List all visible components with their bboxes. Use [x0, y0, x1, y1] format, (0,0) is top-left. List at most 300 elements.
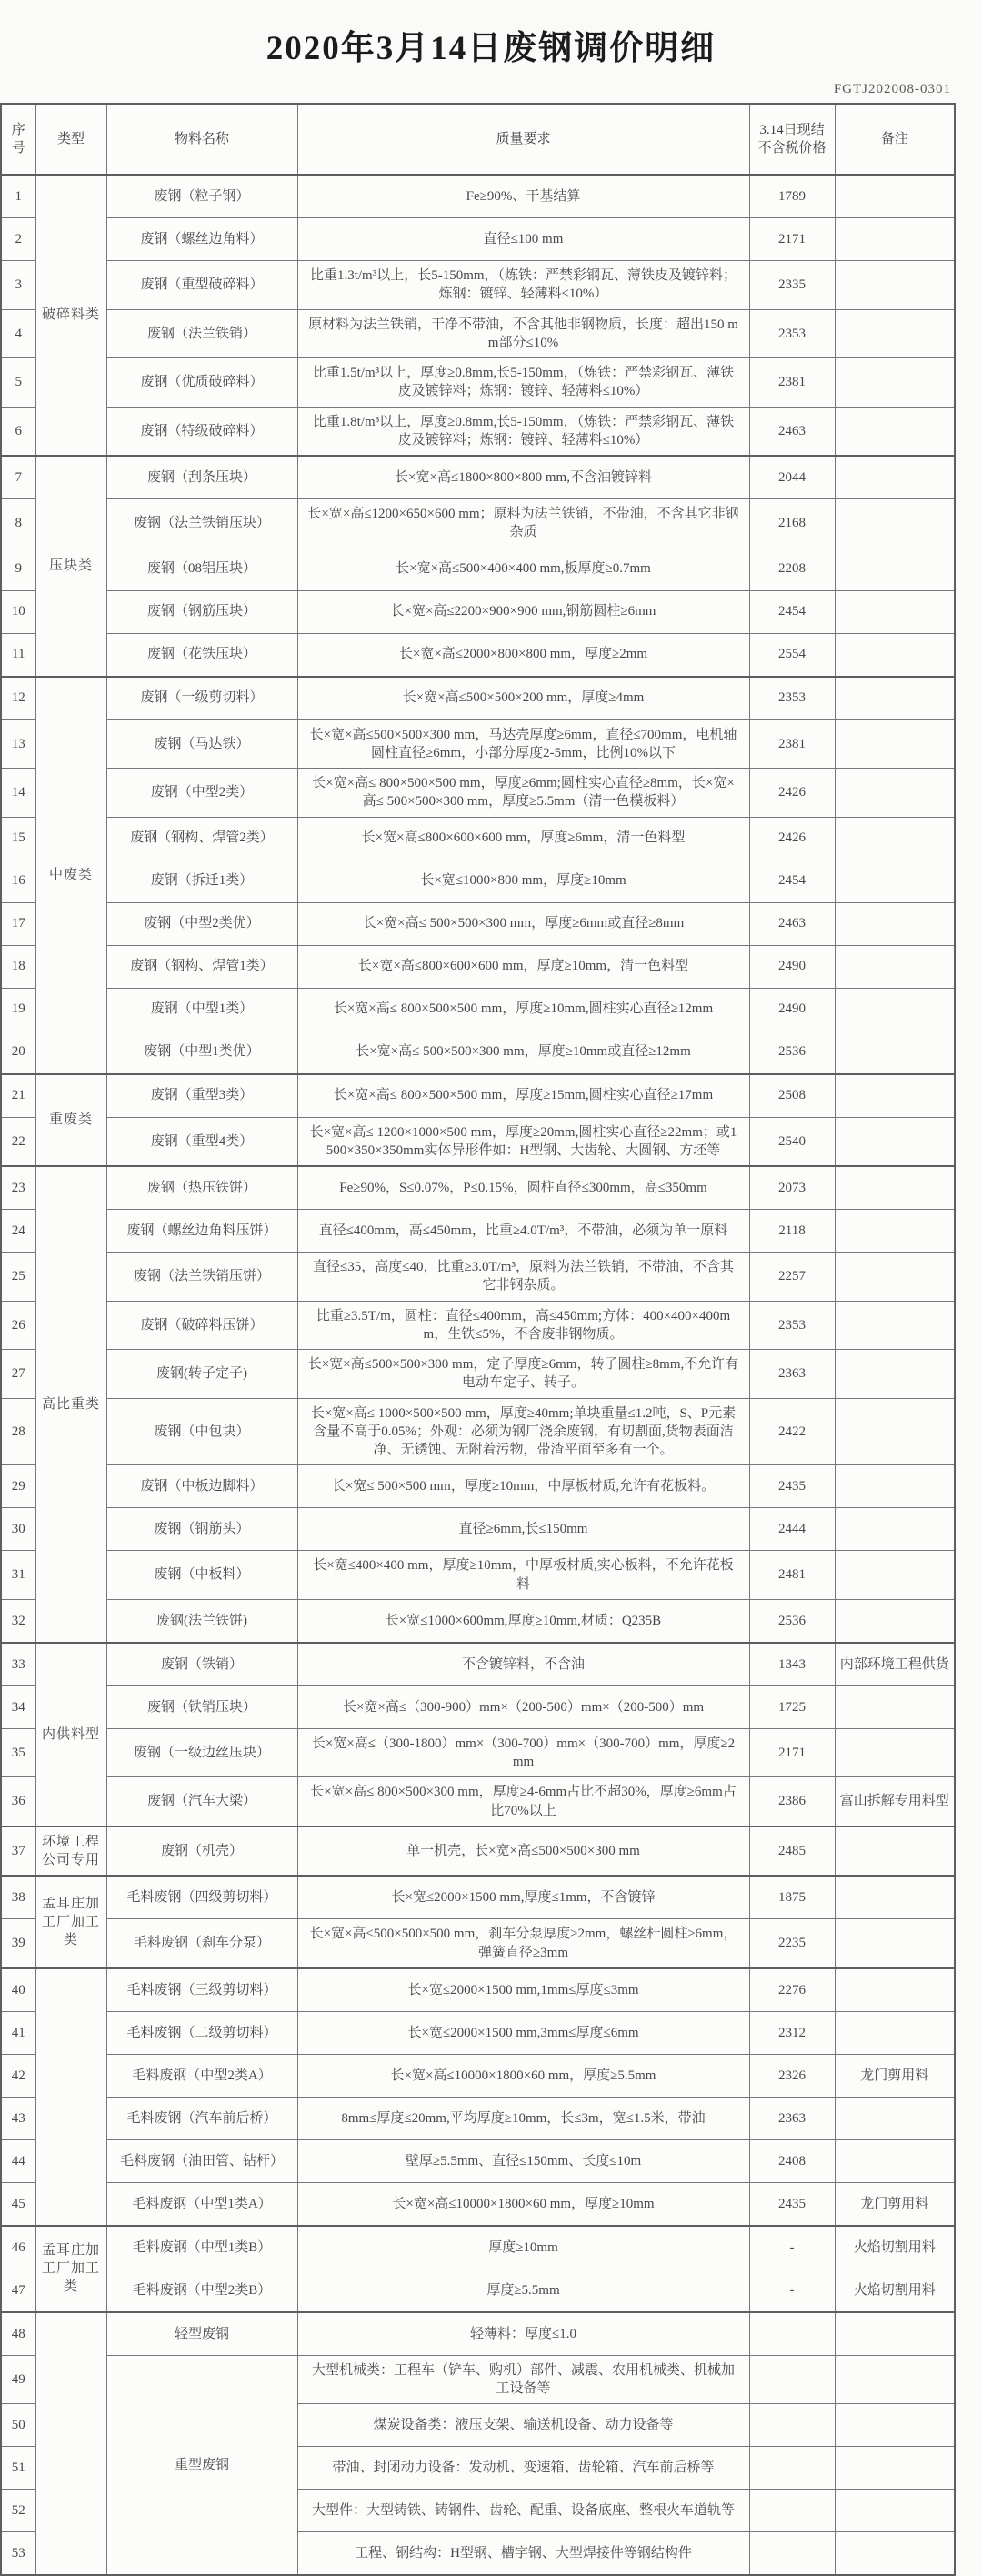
header-remark: 备注: [835, 104, 955, 175]
table-row: [1, 1551, 955, 1600]
material-cell: 重型废钢: [106, 2355, 297, 2575]
table-row: [1, 456, 955, 499]
table-row: [1, 1166, 955, 1210]
quality-cell: 壁厚≥5.5mm、直径≤150mm、长度≤10m: [297, 2139, 749, 2182]
material-cell: 废钢（花铁压块）: [106, 633, 297, 677]
table-row: [1, 2312, 955, 2356]
price-cell: 2554: [749, 633, 835, 677]
price-cell: 2353: [749, 309, 835, 358]
row-no-cell: 43: [1, 2097, 35, 2139]
type-cell: 破碎料类: [35, 175, 106, 456]
type-cell: 孟耳庄加工厂加工类: [35, 1876, 106, 1968]
quality-cell: 比重1.3t/m³以上，长5-150mm，（炼铁：严禁彩钢瓦、薄铁皮及镀锌料；炼钢：镀锌、轻薄料≤10%）: [297, 261, 749, 310]
row-no-cell: 4: [1, 309, 35, 358]
quality-cell: 厚度≥10mm: [297, 2226, 749, 2269]
table-row: [1, 2054, 955, 2097]
remark-cell: 富山拆解专用料型: [835, 1777, 955, 1826]
quality-cell: 长×宽×高≤1200×650×600 mm；原料为法兰铁销，不带油，不含其它非钢杂质: [297, 499, 749, 548]
quality-cell: 长×宽≤ 500×500 mm，厚度≥10mm，中厚板材质,允许有花板料。: [297, 1465, 749, 1508]
quality-cell: Fe≥90%、干基结算: [297, 175, 749, 218]
table-row: [1, 1210, 955, 1253]
material-cell: 废钢（中包块）: [106, 1398, 297, 1465]
material-cell: 废钢（钢筋头）: [106, 1508, 297, 1551]
material-cell: 废钢(转子定子): [106, 1350, 297, 1399]
price-cell: 2235: [749, 1919, 835, 1968]
row-no-cell: 34: [1, 1685, 35, 1728]
table-row: [1, 590, 955, 633]
table-row: [1, 309, 955, 358]
row-no-cell: 38: [1, 1876, 35, 1919]
row-no-cell: 51: [1, 2447, 35, 2490]
remark-cell: [835, 1074, 955, 1118]
table-row: [1, 1876, 955, 1919]
row-no-cell: 20: [1, 1031, 35, 1074]
row-no-cell: 1: [1, 175, 35, 218]
price-cell: 2276: [749, 1968, 835, 2012]
type-cell: 压块类: [35, 456, 106, 677]
price-cell: [749, 2532, 835, 2576]
quality-cell: 工程、钢结构：H型钢、槽字钢、大型焊接件等钢结构件: [297, 2532, 749, 2576]
row-no-cell: 6: [1, 407, 35, 456]
remark-cell: [835, 499, 955, 548]
quality-cell: 大型机械类：工程车（铲车、购机）部件、减震、农用机械类、机械加工设备等: [297, 2355, 749, 2404]
material-cell: 废钢（重型破碎料）: [106, 261, 297, 310]
remark-cell: [835, 2312, 955, 2356]
price-cell: 2171: [749, 218, 835, 261]
table-row: [1, 2097, 955, 2139]
price-cell: 2386: [749, 1777, 835, 1826]
remark-cell: [835, 2532, 955, 2576]
quality-cell: 长×宽×高≤2000×800×800 mm，厚度≥2mm: [297, 633, 749, 677]
row-no-cell: 3: [1, 261, 35, 310]
header-quality: 质量要求: [297, 104, 749, 175]
remark-cell: [835, 719, 955, 769]
price-cell: 2426: [749, 769, 835, 818]
price-cell: 2381: [749, 719, 835, 769]
row-no-cell: 5: [1, 358, 35, 408]
remark-cell: [835, 407, 955, 456]
quality-cell: 长×宽×高≤800×600×600 mm，厚度≥6mm，清一色料型: [297, 817, 749, 860]
quality-cell: 大型件：大型铸铁、铸钢件、齿轮、配重、设备底座、整根火车道轨等: [297, 2490, 749, 2532]
material-cell: 废钢(法兰铁饼): [106, 1599, 297, 1643]
material-cell: 废钢（中型2类优）: [106, 902, 297, 945]
row-no-cell: 8: [1, 499, 35, 548]
price-cell: 2335: [749, 261, 835, 310]
row-no-cell: 40: [1, 1968, 35, 2012]
type-cell: 孟耳庄加工厂加工类: [35, 2226, 106, 2312]
price-cell: 2257: [749, 1253, 835, 1302]
material-cell: 毛料废钢（三级剪切料）: [106, 1968, 297, 2012]
remark-cell: [835, 1876, 955, 1919]
price-cell: 2435: [749, 2182, 835, 2226]
row-no-cell: 42: [1, 2054, 35, 2097]
material-cell: 废钢（一级边丝压块）: [106, 1728, 297, 1777]
remark-cell: [835, 358, 955, 408]
row-no-cell: 53: [1, 2532, 35, 2576]
material-cell: 废钢（优质破碎料）: [106, 358, 297, 408]
remark-cell: [835, 1826, 955, 1877]
table-row: [1, 261, 955, 310]
price-cell: 2540: [749, 1117, 835, 1166]
material-cell: 废钢（汽车大梁）: [106, 1777, 297, 1826]
scrap-steel-price-table: [0, 103, 956, 2576]
remark-cell: [835, 1599, 955, 1643]
remark-cell: [835, 2097, 955, 2139]
quality-cell: Fe≥90%，S≤0.07%，P≤0.15%，圆柱直径≤300mm，高≤350mm: [297, 1166, 749, 1210]
type-cell: 重废类: [35, 1074, 106, 1167]
quality-cell: 长×宽≤2000×1500 mm,厚度≤1mm，不含镀锌: [297, 1876, 749, 1919]
material-cell: 废钢（08铝压块）: [106, 548, 297, 590]
price-cell: 1343: [749, 1643, 835, 1686]
material-cell: 废钢（铁销压块）: [106, 1685, 297, 1728]
remark-cell: [835, 769, 955, 818]
table-row: [1, 548, 955, 590]
remark-cell: [835, 218, 955, 261]
remark-cell: [835, 988, 955, 1031]
row-no-cell: 23: [1, 1166, 35, 1210]
remark-cell: 火焰切割用料: [835, 2226, 955, 2269]
remark-cell: [835, 1968, 955, 2012]
table-row: [1, 902, 955, 945]
price-cell: 1789: [749, 175, 835, 218]
row-no-cell: 32: [1, 1599, 35, 1643]
material-cell: 废钢（粒子钢）: [106, 175, 297, 218]
price-cell: 2536: [749, 1031, 835, 1074]
quality-cell: 长×宽×高≤ 800×500×500 mm，厚度≥6mm;圆柱实心直径≥8mm，长×宽×高≤ 500×500×300 mm，厚度≥5.5mm（清一色模板料）: [297, 769, 749, 818]
material-cell: 废钢（法兰铁销压块）: [106, 499, 297, 548]
table-row: [1, 1074, 955, 1118]
quality-cell: 长×宽×高≤10000×1800×60 mm，厚度≥10mm: [297, 2182, 749, 2226]
quality-cell: 长×宽≤400×400 mm，厚度≥10mm，中厚板材质,实心板料，不允许花板料: [297, 1551, 749, 1600]
price-cell: 2536: [749, 1599, 835, 1643]
remark-cell: [835, 860, 955, 902]
table-row: [1, 1465, 955, 1508]
material-cell: 毛料废钢（中型2类A）: [106, 2054, 297, 2097]
remark-cell: [835, 175, 955, 218]
material-cell: 废钢（螺丝边角料压饼）: [106, 1210, 297, 1253]
price-cell: 2044: [749, 456, 835, 499]
table-row: [1, 1777, 955, 1826]
price-cell: [749, 2490, 835, 2532]
price-cell: 2490: [749, 988, 835, 1031]
quality-cell: 长×宽×高≤（300-900）mm×（200-500）mm×（200-500）mm: [297, 1685, 749, 1728]
row-no-cell: 26: [1, 1301, 35, 1350]
price-cell: [749, 2355, 835, 2404]
quality-cell: 长×宽×高≤2200×900×900 mm,钢筋圆柱≥6mm: [297, 590, 749, 633]
row-no-cell: 15: [1, 817, 35, 860]
price-cell: 1725: [749, 1685, 835, 1728]
table-row: [1, 945, 955, 988]
remark-cell: [835, 1551, 955, 1600]
price-cell: [749, 2312, 835, 2356]
row-no-cell: 50: [1, 2404, 35, 2447]
table-row: [1, 1826, 955, 1877]
page-title: 2020年3月14日废钢调价明细: [266, 30, 716, 67]
remark-cell: [835, 1117, 955, 1166]
remark-cell: [835, 2404, 955, 2447]
table-row: [1, 1031, 955, 1074]
remark-cell: [835, 548, 955, 590]
row-no-cell: 13: [1, 719, 35, 769]
table-row: [1, 175, 955, 218]
price-cell: 2353: [749, 1301, 835, 1350]
remark-cell: [835, 2011, 955, 2054]
remark-cell: [835, 902, 955, 945]
price-cell: 2168: [749, 499, 835, 548]
table-row: [1, 1685, 955, 1728]
row-no-cell: 7: [1, 456, 35, 499]
quality-cell: 长×宽×高≤ 500×500×300 mm，厚度≥6mm或直径≥8mm: [297, 902, 749, 945]
price-cell: 2508: [749, 1074, 835, 1118]
table-row: [1, 988, 955, 1031]
table-row: [1, 817, 955, 860]
remark-cell: 龙门剪用料: [835, 2182, 955, 2226]
row-no-cell: 31: [1, 1551, 35, 1600]
type-cell: 环境工程公司专用: [35, 1826, 106, 1877]
material-cell: 废钢（钢构、焊管2类）: [106, 817, 297, 860]
remark-cell: [835, 945, 955, 988]
price-cell: 2422: [749, 1398, 835, 1465]
remark-cell: [835, 1301, 955, 1350]
row-no-cell: 27: [1, 1350, 35, 1399]
price-cell: 2312: [749, 2011, 835, 2054]
remark-cell: 龙门剪用料: [835, 2054, 955, 2097]
remark-cell: [835, 1253, 955, 1302]
price-cell: 2171: [749, 1728, 835, 1777]
quality-cell: 长×宽×高≤ 1200×1000×500 mm，厚度≥20mm,圆柱实心直径≥22mm；或1500×350×350mm实体异形件如：H型钢、大齿轮、大圆钢、方坯等: [297, 1117, 749, 1166]
price-cell: 2408: [749, 2139, 835, 2182]
remark-cell: [835, 817, 955, 860]
price-table-body: [1, 175, 955, 2575]
price-cell: 2435: [749, 1465, 835, 1508]
material-cell: 废钢（中板边脚料）: [106, 1465, 297, 1508]
row-no-cell: 49: [1, 2355, 35, 2404]
row-no-cell: 44: [1, 2139, 35, 2182]
row-no-cell: 47: [1, 2269, 35, 2312]
quality-cell: 长×宽×高≤ 800×500×300 mm，厚度≥4-6mm占比不超30%，厚度≥6mm占比70%以上: [297, 1777, 749, 1826]
price-cell: 2381: [749, 358, 835, 408]
quality-cell: 比重≥3.5T/m，圆柱：直径≤400mm，高≤450mm;方体：400×400×400mm，生铁≤5%，不含废非钢物质。: [297, 1301, 749, 1350]
price-cell: 2454: [749, 590, 835, 633]
quality-cell: 长×宽≤2000×1500 mm,3mm≤厚度≤6mm: [297, 2011, 749, 2054]
row-no-cell: 9: [1, 548, 35, 590]
material-cell: 废钢（重型3类）: [106, 1074, 297, 1118]
price-cell: 2326: [749, 2054, 835, 2097]
remark-cell: [835, 2139, 955, 2182]
material-cell: 毛料废钢（四级剪切料）: [106, 1876, 297, 1919]
remark-cell: [835, 2490, 955, 2532]
quality-cell: 原材料为法兰铁销，干净不带油，不含其他非钢物质，长度：超出150 mm部分≤10%: [297, 309, 749, 358]
table-header-row: [1, 104, 955, 175]
type-cell: 中废类: [35, 677, 106, 1074]
price-cell: 2444: [749, 1508, 835, 1551]
material-cell: 废钢（法兰铁销压饼）: [106, 1253, 297, 1302]
header-price: 3.14日现结不含税价格: [749, 104, 835, 175]
quality-cell: 长×宽×高≤1800×800×800 mm,不含油镀锌料: [297, 456, 749, 499]
table-row: [1, 1301, 955, 1350]
price-cell: 2463: [749, 902, 835, 945]
table-row: [1, 860, 955, 902]
quality-cell: 长×宽×高≤（300-1800）mm×（300-700）mm×（300-700）mm，厚度≥2mm: [297, 1728, 749, 1777]
price-cell: [749, 2447, 835, 2490]
remark-cell: [835, 1398, 955, 1465]
remark-cell: [835, 2447, 955, 2490]
row-no-cell: 19: [1, 988, 35, 1031]
material-cell: 废钢（拆迁1类）: [106, 860, 297, 902]
material-cell: 废钢（刮条压块）: [106, 456, 297, 499]
price-cell: 2208: [749, 548, 835, 590]
row-no-cell: 12: [1, 677, 35, 720]
material-cell: 废钢（中型2类）: [106, 769, 297, 818]
row-no-cell: 37: [1, 1826, 35, 1877]
row-no-cell: 2: [1, 218, 35, 261]
price-cell: [749, 2404, 835, 2447]
type-cell: [35, 1968, 106, 2226]
material-cell: 废钢（一级剪切料）: [106, 677, 297, 720]
type-cell: 内供料型: [35, 1643, 106, 1826]
table-row: [1, 1117, 955, 1166]
remark-cell: [835, 1210, 955, 1253]
type-cell: [35, 2312, 106, 2576]
price-cell: 2353: [749, 677, 835, 720]
document-code: FGTJ202008-0301: [833, 82, 951, 96]
row-no-cell: 41: [1, 2011, 35, 2054]
material-cell: 废钢（破碎料压饼）: [106, 1301, 297, 1350]
header-material-name: 物料名称: [106, 104, 297, 175]
row-no-cell: 11: [1, 633, 35, 677]
quality-cell: 长×宽×高≤10000×1800×60 mm，厚度≥5.5mm: [297, 2054, 749, 2097]
row-no-cell: 39: [1, 1919, 35, 1968]
quality-cell: 长×宽×高≤500×500×300 mm，定子厚度≥6mm，转子圆柱≥8mm,不允许有电动车定子、转子。: [297, 1350, 749, 1399]
material-cell: 废钢（钢构、焊管1类）: [106, 945, 297, 988]
price-cell: 2490: [749, 945, 835, 988]
table-row: [1, 2011, 955, 2054]
price-cell: 2485: [749, 1826, 835, 1877]
quality-cell: 长×宽×高≤500×500×200 mm，厚度≥4mm: [297, 677, 749, 720]
remark-cell: [835, 1350, 955, 1399]
quality-cell: 不含镀锌料，不含油: [297, 1643, 749, 1686]
material-cell: 毛料废钢（刹车分泵）: [106, 1919, 297, 1968]
row-no-cell: 33: [1, 1643, 35, 1686]
remark-cell: [835, 1508, 955, 1551]
header-type: 类型: [35, 104, 106, 175]
table-row: [1, 1599, 955, 1643]
remark-cell: [835, 590, 955, 633]
remark-cell: [835, 309, 955, 358]
quality-cell: 直径≤100 mm: [297, 218, 749, 261]
row-no-cell: 22: [1, 1117, 35, 1166]
price-cell: 2363: [749, 2097, 835, 2139]
remark-cell: [835, 261, 955, 310]
quality-cell: 长×宽×高≤500×500×500 mm，刹车分泵厚度≥2mm，螺丝杆圆柱≥6mm，弹簧直径≥3mm: [297, 1919, 749, 1968]
material-cell: 轻型废钢: [106, 2312, 297, 2356]
table-row: [1, 1919, 955, 1968]
row-no-cell: 18: [1, 945, 35, 988]
material-cell: 毛料废钢（中型1类B）: [106, 2226, 297, 2269]
remark-cell: 火焰切割用料: [835, 2269, 955, 2312]
row-no-cell: 29: [1, 1465, 35, 1508]
table-row: [1, 1508, 955, 1551]
price-cell: 2118: [749, 1210, 835, 1253]
quality-cell: 长×宽×高≤ 500×500×300 mm，厚度≥10mm或直径≥12mm: [297, 1031, 749, 1074]
table-row: [1, 2182, 955, 2226]
row-no-cell: 28: [1, 1398, 35, 1465]
table-row: [1, 1253, 955, 1302]
quality-cell: 长×宽≤1000×800 mm，厚度≥10mm: [297, 860, 749, 902]
row-no-cell: 17: [1, 902, 35, 945]
quality-cell: 轻薄料：厚度≤1.0: [297, 2312, 749, 2356]
material-cell: 废钢（马达铁）: [106, 719, 297, 769]
type-cell: 高比重类: [35, 1166, 106, 1643]
table-row: [1, 218, 955, 261]
price-cell: -: [749, 2226, 835, 2269]
table-row: [1, 633, 955, 677]
quality-cell: 长×宽≤1000×600mm,厚度≥10mm,材质：Q235B: [297, 1599, 749, 1643]
quality-cell: 煤炭设备类：液压支架、输送机设备、动力设备等: [297, 2404, 749, 2447]
header-no: 序号: [1, 104, 35, 175]
table-row: [1, 719, 955, 769]
material-cell: 废钢（热压铁饼）: [106, 1166, 297, 1210]
material-cell: 废钢（钢筋压块）: [106, 590, 297, 633]
row-no-cell: 10: [1, 590, 35, 633]
material-cell: 废钢（螺丝边角料）: [106, 218, 297, 261]
quality-cell: 比重1.5t/m³以上，厚度≥0.8mm,长5-150mm，（炼铁：严禁彩钢瓦、薄铁皮及镀锌料；炼钢：镀锌、轻薄料≤10%）: [297, 358, 749, 408]
quality-cell: 比重1.8t/m³以上，厚度≥0.8mm,长5-150mm，（炼铁：严禁彩钢瓦、薄铁皮及镀锌料；炼钢：镀锌、轻薄料≤10%）: [297, 407, 749, 456]
quality-cell: 8mm≤厚度≤20mm,平均厚度≥10mm，长≤3m，宽≤1.5米，带油: [297, 2097, 749, 2139]
quality-cell: 直径≤400mm，高≤450mm，比重≥4.0T/m³，不带油，必须为单一原料: [297, 1210, 749, 1253]
table-row: [1, 1968, 955, 2012]
material-cell: 废钢（法兰铁销）: [106, 309, 297, 358]
remark-cell: 内部环境工程供货: [835, 1643, 955, 1686]
row-no-cell: 52: [1, 2490, 35, 2532]
row-no-cell: 48: [1, 2312, 35, 2356]
table-row: [1, 2226, 955, 2269]
price-cell: 2363: [749, 1350, 835, 1399]
row-no-cell: 35: [1, 1728, 35, 1777]
remark-cell: [835, 633, 955, 677]
material-cell: 废钢（特级破碎料）: [106, 407, 297, 456]
table-row: [1, 407, 955, 456]
quality-cell: 带油、封闭动力设备：发动机、变速箱、齿轮箱、汽车前后桥等: [297, 2447, 749, 2490]
row-no-cell: 16: [1, 860, 35, 902]
price-cell: 2426: [749, 817, 835, 860]
price-cell: -: [749, 2269, 835, 2312]
quality-cell: 长×宽×高≤ 800×500×500 mm，厚度≥15mm,圆柱实心直径≥17mm: [297, 1074, 749, 1118]
table-row: [1, 2355, 955, 2404]
material-cell: 毛料废钢（中型2类B）: [106, 2269, 297, 2312]
row-no-cell: 14: [1, 769, 35, 818]
quality-cell: 直径≥6mm,长≤150mm: [297, 1508, 749, 1551]
row-no-cell: 30: [1, 1508, 35, 1551]
remark-cell: [835, 1166, 955, 1210]
quality-cell: 长×宽×高≤ 800×500×500 mm，厚度≥10mm,圆柱实心直径≥12mm: [297, 988, 749, 1031]
remark-cell: [835, 677, 955, 720]
quality-cell: 长×宽×高≤ 1000×500×500 mm，厚度≥40mm;单块重量≤1.2吨，S、P元素含量不高于0.05%；外观：必须为钢厂浇余废钢，有切割面,货物表面洁净、无锈蚀、无附着污物，带渣平面至多有一个。: [297, 1398, 749, 1465]
price-cell: 2463: [749, 407, 835, 456]
remark-cell: [835, 1685, 955, 1728]
table-row: [1, 2139, 955, 2182]
quality-cell: 长×宽×高≤500×400×400 mm,板厚度≥0.7mm: [297, 548, 749, 590]
material-cell: 废钢（重型4类）: [106, 1117, 297, 1166]
material-cell: 废钢（机壳）: [106, 1826, 297, 1877]
remark-cell: [835, 1728, 955, 1777]
table-row: [1, 1350, 955, 1399]
quality-cell: 长×宽×高≤800×600×600 mm，厚度≥10mm，清一色料型: [297, 945, 749, 988]
material-cell: 废钢（中型1类）: [106, 988, 297, 1031]
table-row: [1, 677, 955, 720]
remark-cell: [835, 1031, 955, 1074]
row-no-cell: 21: [1, 1074, 35, 1118]
